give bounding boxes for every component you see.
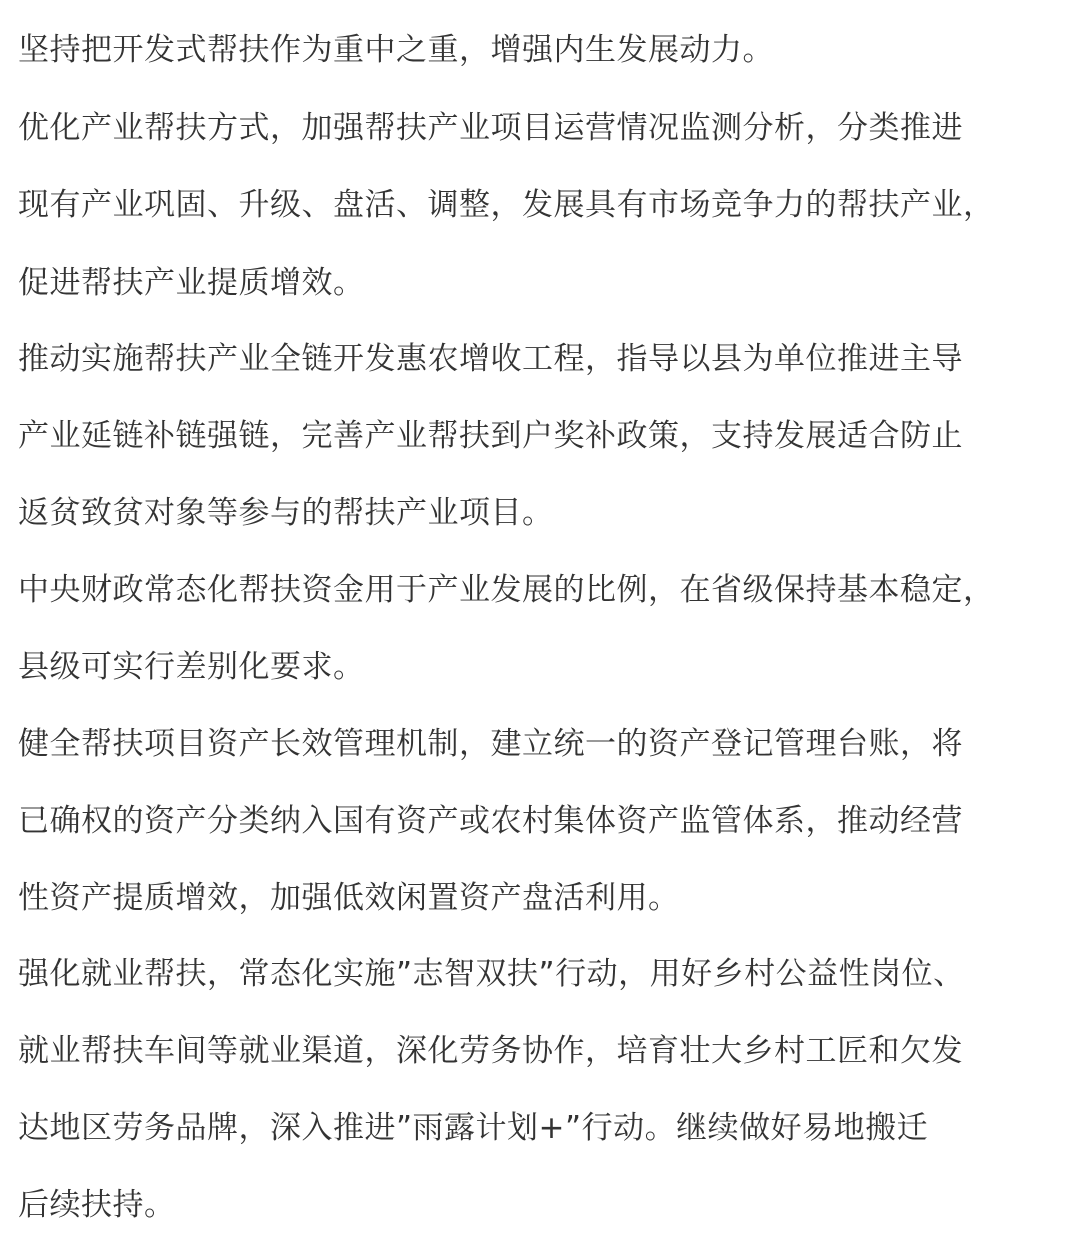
text-line: 现有产业巩固、升级、盘活、调整，发展具有市场竞争力的帮扶产业， [18,187,995,223]
text-line: 已确权的资产分类纳入国有资产或农村集体资产监管体系，推动经营 [18,803,963,839]
text-line: 县级可实行差别化要求。 [18,649,365,685]
text-line: 中央财政常态化帮扶资金用于产业发展的比例，在省级保持基本稳定， [18,572,995,608]
text-line: 健全帮扶项目资产长效管理机制，建立统一的资产登记管理台账，将 [18,726,963,762]
text-line: 就业帮扶车间等就业渠道，深化劳务协作，培育壮大乡村工匠和欠发 [18,1033,963,1069]
text-line: 坚持把开发式帮扶作为重中之重，增强内生发展动力。 [18,32,774,68]
text-line: 返贫致贫对象等参与的帮扶产业项目。 [18,495,554,531]
text-line: 推动实施帮扶产业全链开发惠农增收工程，指导以县为单位推进主导 [18,341,963,377]
text-line: 达地区劳务品牌，深入推进”雨露计划+”行动。继续做好易地搬迁 [18,1110,929,1146]
text-line: 性资产提质增效，加强低效闲置资产盘活利用。 [18,880,680,916]
text-line: 优化产业帮扶方式，加强帮扶产业项目运营情况监测分析，分类推进 [18,110,963,146]
text-line: 促进帮扶产业提质增效。 [18,265,365,301]
text-line: 产业延链补链强链，完善产业帮扶到户奖补政策，支持发展适合防止 [18,418,963,454]
text-line: 强化就业帮扶，常态化实施”志智双扶”行动，用好乡村公益性岗位、 [18,956,965,992]
text-line: 后续扶持。 [18,1187,176,1223]
